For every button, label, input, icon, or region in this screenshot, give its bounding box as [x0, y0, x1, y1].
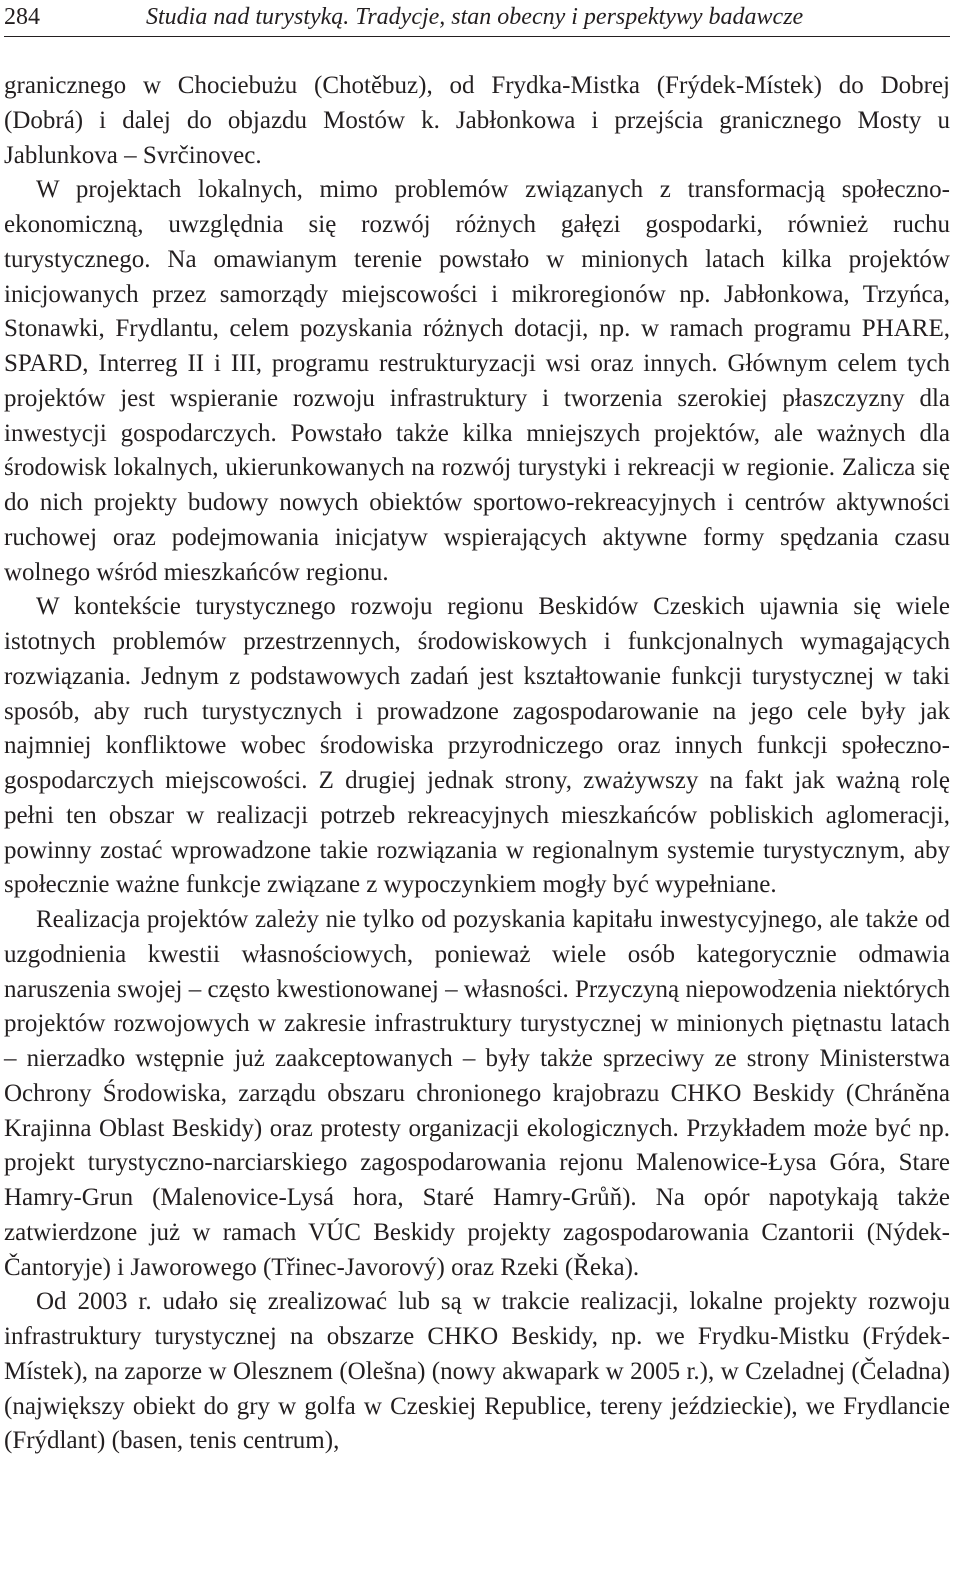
journal-title: Studia nad turystyką. Tradycje, stan obecny i perspektywy badawcze	[146, 4, 804, 30]
paragraph-project-realization: Realizacja projektów zależy nie tylko od pozyskania kapitału inwestycyjnego, ale także od uzgodnienia kwestii własnościowych, ponieważ wiele osób kategorycznie odmawia naruszenia swojej – często kwestionowanej – własności. Przyczyną niepowodzenia niektórych projektów rozwojowych w zakresie infrastruktury turystycznej w minionych piętnastu latach – nierzadko wstępnie już zaakceptowanych – były także sprzeciwy ze strony Ministerstwa Ochrony Środowiska, zarządu obszaru chronionego krajobrazu CHKO Beskidy (Chráněna Krajinna Oblast Beskidy) oraz protesty organizacji ekologicznych. Przykładem może być np. projekt turystyczno-narciarskiego zagospodarowania rejonu Malenowice-Łysa Góra, Stare Hamry-Grun (Malenovice-Lysá hora, Staré Hamry-Grůň). Na opór napotykają także zatwierdzone już w ramach VÚC Beskidy projekty zagospodarowania Czantorii (Nýdek-Čantoryje) i Jaworowego (Třinec-Javorový) oraz Rzeki (Řeka).	[4, 906, 950, 1281]
paragraph-local-projects: W projektach lokalnych, mimo problemów związanych z transformacją społeczno-ekonomiczną, uwzględnia się rozwój różnych gałęzi gospodarki, również ruchu turystycznego. Na omawianym terenie powstało w minionych latach kilka projektów inicjowanych przez samorządy miejscowości i mikroregionów np. Jabłonkowa, Trzyńca, Stonawki, Frydlantu, celem pozyskania różnych dotacji, np. w ramach programu PHARE, SPARD, Interreg II i III, programu restrukturyzacji wsi oraz innych. Głównym celem tych projektów jest wspieranie rozwoju infrastruktury i tworzenia szerokiej płaszczyzny dla inwestycji gospodarczych. Powstało także kilka mniejszych projektów, ale ważnych dla środowisk lokalnych, ukierunkowanych na rozwój turystyki i rekreacji w regionie. Zalicza się do nich projekty budowy nowych obiektów sportowo-rekreacyjnych i centrów aktywności ruchowej oraz podejmowania inicjatyw wspierających aktywne formy spędzania czasu wolnego wśród mieszkańców regionu.	[4, 176, 950, 586]
paragraph-continuation: granicznego w Chociebużu (Chotěbuz), od Frydka-Mistka (Frýdek-Místek) do Dobrej (Dobrá) i dalej do objazdu Mostów k. Jabłonkowa i przejścia granicznego Mosty u Jablunkova – Svrčinovec.	[4, 72, 950, 169]
paragraph-since-2003: Od 2003 r. udało się zrealizować lub są w trakcie realizacji, lokalne projekty rozwoju infrastruktury turystycznej na obszarze CHKO Beskidy, np. we Frydku-Mistku (Frýdek-Místek), na zaporze w Olesznem (Olešna) (nowy akwapark w 2005 r.), w Czeladnej (Čeladna) (największy obiekt do gry w golfa w Czeskiej Republice, tereny jeździeckie), we Frydlancie (Frýdlant) (basen, tenis centrum),	[4, 1288, 950, 1455]
body-text	[4, 69, 950, 1459]
page-number: 284	[4, 4, 40, 30]
running-header	[4, 0, 950, 37]
paragraph-tourism-context: W kontekście turystycznego rozwoju regionu Beskidów Czeskich ujawnia się wiele istotnych problemów przestrzennych, środowiskowych i funkcjonalnych wymagających rozwiązania. Jednym z podstawowych zadań jest kształtowanie funkcji turystycznej w taki sposób, aby ruch turystycznych i prowadzone zagospodarowanie na jego cele były jak najmniej konfliktowe wobec środowiska przyrodniczego oraz innych funkcji społeczno-gospodarczych miejscowości. Z drugiej jednak strony, zważywszy na fakt jak ważną rolę pełni ten obszar w realizacji potrzeb rekreacyjnych mieszkańców pobliskich aglomeracji, powinny zostać wprowadzone takie rozwiązania w regionalnym systemie turystycznym, aby społecznie ważne funkcje związane z wypoczynkiem mogły być wypełniane.	[4, 593, 950, 899]
